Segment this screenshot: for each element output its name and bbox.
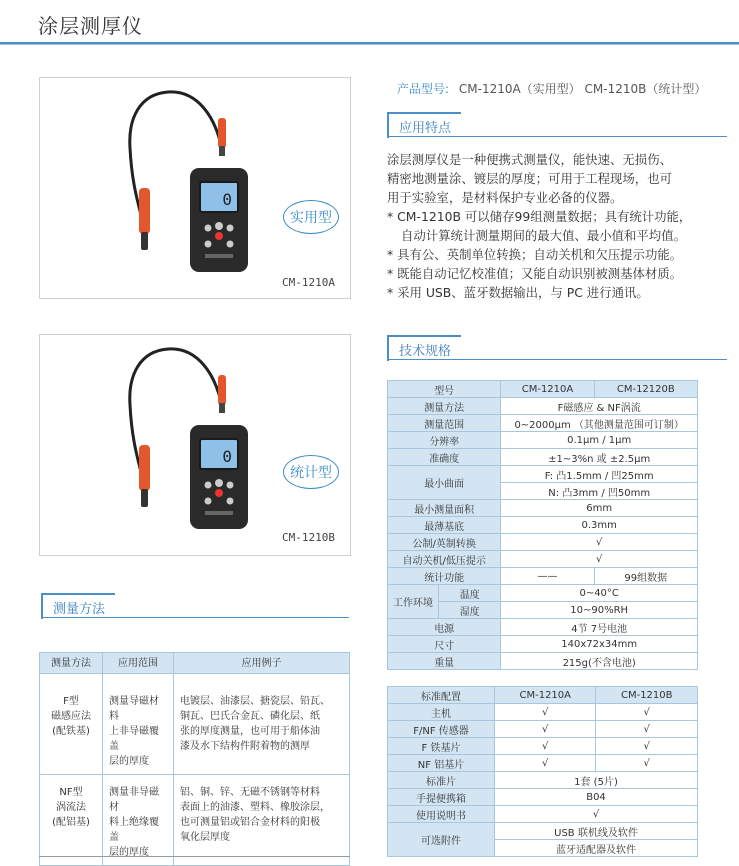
applications-heading-line	[387, 136, 727, 137]
config-header-std: 标准配置	[388, 687, 495, 704]
applications-bullet: * 既能自动记忆校准值；又能自动识别被测基体材质。	[387, 266, 683, 281]
specs-value: 0.3mm	[501, 517, 698, 534]
specs-label: 测量范围	[388, 415, 501, 432]
applications-heading: 应用特点	[387, 112, 461, 138]
methods-method-cell	[40, 775, 103, 866]
specs-row	[388, 534, 698, 551]
config-label: F/NF 传感器	[388, 721, 495, 738]
specs-value: N: 凸3mm / 凹50mm	[501, 483, 698, 500]
specs-label: 最薄基底	[388, 517, 501, 534]
applications-line: 用于实验室，是材料保护专业必备的仪器。	[387, 190, 623, 205]
product-image-a	[40, 78, 350, 298]
product-image-b	[40, 335, 350, 555]
product-model-label: 产品型号:	[397, 82, 450, 96]
specs-header-b: CM-12120B	[594, 381, 697, 398]
applications-line: 自动计算统计测量期间的最大值、最小值和平均值。	[401, 228, 686, 243]
specs-header-a: CM-1210A	[501, 381, 594, 398]
methods-example-line: 表面上的油漆、塑料、橡胶涂层，	[180, 802, 330, 813]
methods-example-line: 也可测量铝或铝合金材料的阳极	[180, 817, 320, 828]
methods-row	[40, 674, 350, 775]
specs-row	[388, 568, 698, 585]
config-label: 可选附件	[388, 823, 495, 857]
config-value: √	[596, 755, 698, 772]
methods-range-cell	[103, 775, 174, 866]
config-header-b: CM-1210B	[596, 687, 698, 704]
specs-row	[388, 619, 698, 636]
methods-example-line: 铝、铜、锌、无磁不锈钢等材料	[180, 787, 320, 798]
methods-method-line: NF型	[59, 787, 83, 798]
config-value: √	[495, 738, 596, 755]
specs-label: 统计功能	[388, 568, 501, 585]
config-row	[388, 806, 698, 823]
config-value: B04	[495, 789, 698, 806]
methods-header: 测量方法	[40, 653, 103, 674]
methods-header: 应用范围	[103, 653, 174, 674]
methods-range-cell	[103, 674, 174, 775]
specs-label: 尺寸	[388, 636, 501, 653]
specs-label: 测量方法	[388, 398, 501, 415]
product-image-box-b	[39, 334, 351, 556]
config-row	[388, 789, 698, 806]
applications-line: 涂层测厚仪是一种便携式测量仪，能快速、无损伤、	[387, 152, 672, 167]
methods-example-cell	[174, 775, 350, 866]
specs-value: 0.1μm / 1μm	[501, 432, 698, 449]
config-label: 标准片	[388, 772, 495, 789]
specs-label: 最小曲面	[388, 466, 501, 500]
config-value: √	[596, 721, 698, 738]
specs-value: 140x72x34mm	[501, 636, 698, 653]
specs-value: 4节 7号电池	[501, 619, 698, 636]
specs-value: 0~40°C	[501, 585, 698, 602]
config-table	[387, 686, 698, 857]
page-title: 涂层测厚仪	[38, 14, 143, 38]
config-label: F 铁基片	[388, 738, 495, 755]
specs-value: 99组数据	[594, 568, 697, 585]
config-row	[388, 823, 698, 840]
applications-bullet: * CM-1210B 可以储存99组测量数据；具有统计功能，	[387, 209, 692, 224]
specs-row	[388, 449, 698, 466]
methods-bottom-line	[39, 856, 350, 857]
specs-sublabel: 湿度	[439, 602, 501, 619]
specs-value: 6mm	[501, 500, 698, 517]
specs-label: 准确度	[388, 449, 501, 466]
specs-value: 10~90%RH	[501, 602, 698, 619]
methods-example-cell	[174, 674, 350, 775]
product-model-value: CM-1210A（实用型） CM-1210B（统计型）	[458, 82, 707, 96]
specs-label: 电源	[388, 619, 501, 636]
config-value: √	[495, 704, 596, 721]
product-model-caption-b: CM-1210B	[282, 531, 335, 544]
specs-label: 工作环境	[388, 585, 439, 619]
specs-label: 公制/英制转换	[388, 534, 501, 551]
config-header-a: CM-1210A	[495, 687, 596, 704]
methods-range-line: 测量非导磁材	[109, 787, 159, 813]
config-label: 主机	[388, 704, 495, 721]
methods-example-line: 漆及水下结构件附着物的测厚	[180, 741, 310, 752]
product-model-line	[397, 80, 706, 97]
methods-heading: 测量方法	[41, 593, 115, 619]
product-model-caption-a: CM-1210A	[282, 276, 335, 289]
methods-heading-line	[41, 617, 349, 618]
specs-row	[388, 585, 698, 602]
config-value: √	[495, 721, 596, 738]
config-row	[388, 772, 698, 789]
config-value: 1套 (5片)	[495, 772, 698, 789]
specs-row	[388, 653, 698, 670]
specs-value: 0~2000μm （其他测量范围可订制）	[501, 415, 698, 432]
methods-range-line: 层的厚度	[109, 756, 149, 767]
config-value: √	[495, 806, 698, 823]
methods-method-line: 磁感应法	[51, 711, 91, 722]
product-image-box-a	[39, 77, 351, 299]
config-value: √	[495, 755, 596, 772]
applications-text	[387, 150, 732, 302]
specs-value: F磁感应 & NF涡流	[501, 398, 698, 415]
methods-example-line: 氧化层厚度	[180, 832, 230, 843]
specs-heading: 技术规格	[387, 335, 461, 361]
specs-row	[388, 432, 698, 449]
specs-label: 重量	[388, 653, 501, 670]
methods-example-line: 铜瓦、巴氏合金瓦、磷化层、纸	[180, 711, 320, 722]
specs-row	[388, 636, 698, 653]
specs-row	[388, 398, 698, 415]
config-row	[388, 721, 698, 738]
specs-row	[388, 415, 698, 432]
config-row	[388, 704, 698, 721]
specs-value: ±1~3%n 或 ±2.5μm	[501, 449, 698, 466]
specs-value: √	[501, 534, 698, 551]
methods-range-line: 层的厚度	[109, 847, 149, 858]
config-row	[388, 738, 698, 755]
specs-row	[388, 500, 698, 517]
methods-method-line: F型	[63, 696, 79, 707]
methods-method-line: (配铁基)	[52, 726, 90, 737]
methods-method-line: (配铝基)	[52, 817, 90, 828]
specs-label: 分辨率	[388, 432, 501, 449]
methods-range-line: 料上绝缘覆盖	[109, 817, 159, 843]
specs-value: ——	[501, 568, 594, 585]
specs-value: 215g(不含电池)	[501, 653, 698, 670]
specs-sublabel: 温度	[439, 585, 501, 602]
specs-table	[387, 380, 698, 670]
methods-header: 应用例子	[174, 653, 350, 674]
methods-example-line: 张的厚度测量，也可用于船体油	[180, 726, 320, 737]
methods-method-cell	[40, 674, 103, 775]
specs-header-model: 型号	[388, 381, 501, 398]
applications-bullet: * 具有公、英制单位转换；自动关机和欠压提示功能。	[387, 247, 683, 262]
specs-value: F: 凸1.5mm / 凹25mm	[501, 466, 698, 483]
device-screen-value-b: 0	[222, 447, 232, 466]
methods-table	[39, 652, 350, 866]
applications-line: 精密地测量涂、镀层的厚度；可用于工程现场，也可	[387, 171, 672, 186]
title-divider-thin	[0, 44, 739, 45]
specs-heading-line	[387, 359, 727, 360]
product-tag-a: 实用型	[283, 200, 339, 234]
specs-value: √	[501, 551, 698, 568]
specs-label: 最小测量面积	[388, 500, 501, 517]
specs-label: 自动关机/低压提示	[388, 551, 501, 568]
config-value: √	[596, 738, 698, 755]
device-screen-value-a: 0	[222, 190, 232, 209]
methods-range-line: 测量导磁材料	[109, 696, 159, 722]
product-tag-b: 统计型	[283, 455, 339, 489]
config-label: 手提便携箱	[388, 789, 495, 806]
specs-row	[388, 517, 698, 534]
specs-row	[388, 466, 698, 483]
applications-bullet: * 采用 USB、蓝牙数据输出，与 PC 进行通讯。	[387, 285, 649, 300]
config-value: USB 联机线及软件	[495, 823, 698, 840]
methods-row	[40, 775, 350, 866]
specs-row	[388, 551, 698, 568]
config-row	[388, 755, 698, 772]
config-value: 蓝牙适配器及软件	[495, 840, 698, 857]
methods-example-line: 电镀层、油漆层、搪瓷层、铅瓦、	[180, 696, 330, 707]
config-value: √	[596, 704, 698, 721]
config-label: NF 铝基片	[388, 755, 495, 772]
methods-method-line: 涡流法	[56, 802, 86, 813]
methods-range-line: 上非导磁覆盖	[109, 726, 159, 752]
config-label: 使用说明书	[388, 806, 495, 823]
